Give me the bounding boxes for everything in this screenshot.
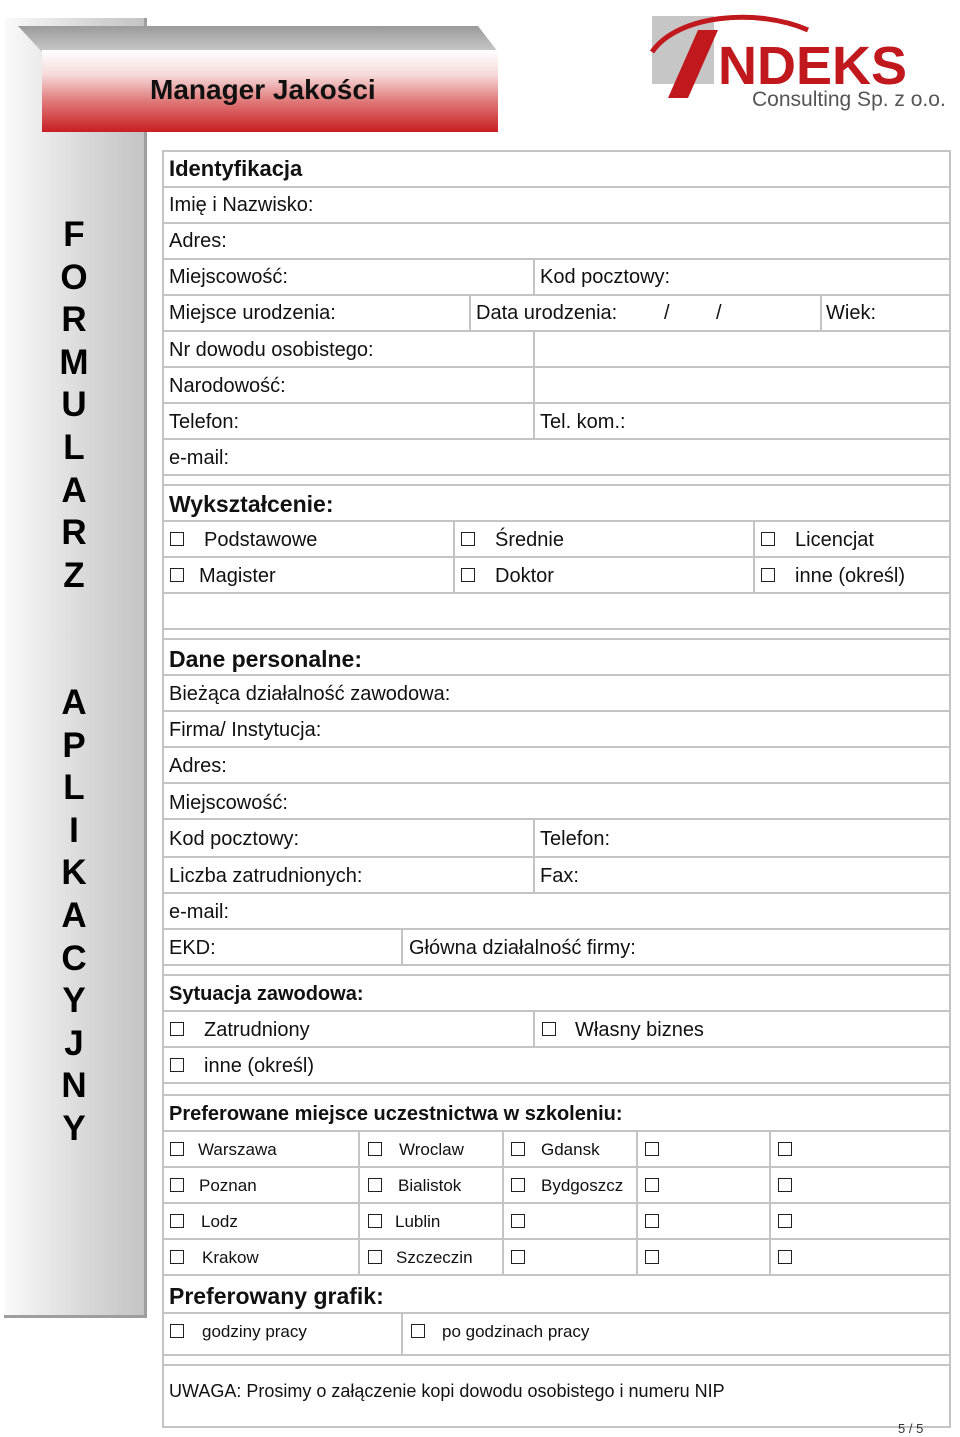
checkbox-own-business[interactable] [542,1022,556,1036]
checkbox-location[interactable] [170,1178,184,1192]
city-field[interactable]: Miejscowość: [169,266,288,288]
schedule-option-label: godziny pracy [202,1322,307,1341]
company-address-field[interactable]: Adres: [169,755,227,777]
education-option-label: inne (określ) [795,565,906,587]
id-number-field[interactable]: Nr dowodu osobistego: [169,339,374,361]
nationality-field[interactable]: Narodowość: [169,375,286,397]
education-option-label: Licencjat [795,529,874,551]
side-letter: C [61,938,87,978]
location-label: Lodz [201,1212,238,1231]
birthplace-field[interactable]: Miejsce urodzenia: [169,302,336,324]
location-label: Bydgoszcz [541,1176,624,1195]
main-activity-field[interactable]: Główna działalność firmy: [409,937,636,959]
checkbox-location[interactable] [170,1214,184,1228]
company-email-field[interactable]: e-mail: [169,901,230,923]
checkbox-location-blank[interactable] [511,1250,525,1264]
side-letter: M [59,342,89,382]
checkbox-location[interactable] [368,1250,382,1264]
logo-brand: NDEKS [718,36,908,96]
side-letter: P [62,725,86,765]
current-activity-field[interactable]: Bieżąca działalność zawodowa: [169,683,451,705]
side-letter: A [61,470,87,510]
location-label: Szczeczin [396,1248,473,1267]
logo-graphic [648,12,946,118]
checkbox-location[interactable] [368,1214,382,1228]
side-letter: R [61,300,87,340]
company-field[interactable]: Firma/ Instytucja: [169,719,322,741]
education-option-label: Podstawowe [204,529,318,551]
checkbox-location-blank[interactable] [778,1214,792,1228]
postal-code-field[interactable]: Kod pocztowy: [540,266,671,288]
checkbox-location[interactable] [511,1178,525,1192]
checkbox-location[interactable] [368,1178,382,1192]
email-field[interactable]: e-mail: [169,447,230,469]
checkbox-location-blank[interactable] [778,1178,792,1192]
employees-field[interactable]: Liczba zatrudnionych: [169,865,363,887]
side-word-formularz [4,214,144,597]
location-label: Bialistok [398,1176,462,1195]
company-logo [648,12,946,118]
side-letter: A [61,683,87,722]
education-option-label: Średnie [495,529,564,551]
company-city-field[interactable]: Miejscowość: [169,792,288,814]
schedule-option-label: po godzinach pracy [442,1322,590,1341]
checkbox-location[interactable] [170,1250,184,1264]
side-banner [4,18,147,1318]
side-letter: J [64,1023,84,1063]
location-label: Krakow [202,1248,259,1267]
checkbox-education-master[interactable] [170,568,184,582]
name-field[interactable]: Imię i Nazwisko: [169,194,314,216]
logo-subtitle: Consulting Sp. z o.o. [752,88,946,111]
checkbox-location-blank[interactable] [778,1250,792,1264]
location-heading: Preferowane miejsce uczestnictwa w szkoleniu: [169,1103,623,1125]
side-letter: F [63,215,85,254]
work-option-label: inne (określ) [204,1055,315,1077]
side-letter: K [61,853,87,893]
checkbox-location[interactable] [170,1142,184,1156]
fax-field[interactable]: Fax: [540,865,579,887]
side-letter: Z [63,555,85,595]
checkbox-location-blank[interactable] [645,1142,659,1156]
checkbox-location-blank[interactable] [645,1214,659,1228]
side-letter: L [63,427,85,467]
side-letter: Y [62,1108,86,1148]
checkbox-education-doctor[interactable] [461,568,475,582]
side-letter: L [63,768,85,808]
address-field[interactable]: Adres: [169,230,227,252]
checkbox-education-other[interactable] [761,568,775,582]
company-phone-field[interactable]: Telefon: [540,828,611,850]
birthdate-field[interactable]: Data urodzenia: [476,302,618,324]
checkbox-working-hours[interactable] [170,1324,184,1338]
phone-field[interactable]: Telefon: [169,411,240,433]
checkbox-location-blank[interactable] [778,1142,792,1156]
checkbox-location-blank[interactable] [645,1250,659,1264]
location-label: Poznan [199,1176,257,1195]
mobile-field[interactable]: Tel. kom.: [540,411,626,433]
side-word-aplikacyjny [4,682,144,1151]
birthdate-separator: / [716,302,722,324]
checkbox-after-hours[interactable] [411,1324,425,1338]
side-letter: O [60,257,88,297]
page-number: 5 / 5 [898,1421,924,1436]
location-label: Lublin [395,1212,441,1231]
checkbox-education-secondary[interactable] [461,532,475,546]
checkbox-location[interactable] [511,1142,525,1156]
location-label: Wroclaw [399,1140,464,1159]
schedule-heading: Preferowany grafik: [169,1283,384,1309]
checkbox-work-other[interactable] [170,1058,184,1072]
checkbox-education-bachelor[interactable] [761,532,775,546]
checkbox-employed[interactable] [170,1022,184,1036]
personal-heading: Dane personalne: [169,646,362,672]
location-label: Gdansk [541,1140,600,1159]
work-option-label: Zatrudniony [204,1019,310,1041]
location-label: Warszawa [198,1140,277,1159]
checkbox-location-blank[interactable] [511,1214,525,1228]
side-letter: Y [62,981,86,1021]
company-postal-field[interactable]: Kod pocztowy: [169,828,300,850]
section-identification-heading: Identyfikacja [169,156,303,181]
education-option-label: Doktor [495,565,554,587]
side-letter: U [61,385,87,425]
age-field[interactable]: Wiek: [826,302,876,324]
birthdate-separator: / [664,302,670,324]
side-letter: N [61,1066,87,1106]
side-letter: A [61,895,87,935]
attachment-note: UWAGA: Prosimy o załączenie kopi dowodu osobistego i numeru NIP [169,1381,725,1401]
work-situation-heading: Sytuacja zawodowa: [169,983,364,1005]
header-bevel [18,26,498,52]
checkbox-location[interactable] [368,1142,382,1156]
ekd-field[interactable]: EKD: [169,937,216,959]
checkbox-location-blank[interactable] [645,1178,659,1192]
side-letter: I [69,810,79,850]
page-title: Manager Jakości [150,74,376,105]
work-option-label: Własny biznes [575,1019,704,1041]
education-option-label: Magister [199,565,276,587]
education-heading: Wykształcenie: [169,491,334,517]
side-letter: R [61,513,87,553]
checkbox-education-basic[interactable] [170,532,184,546]
